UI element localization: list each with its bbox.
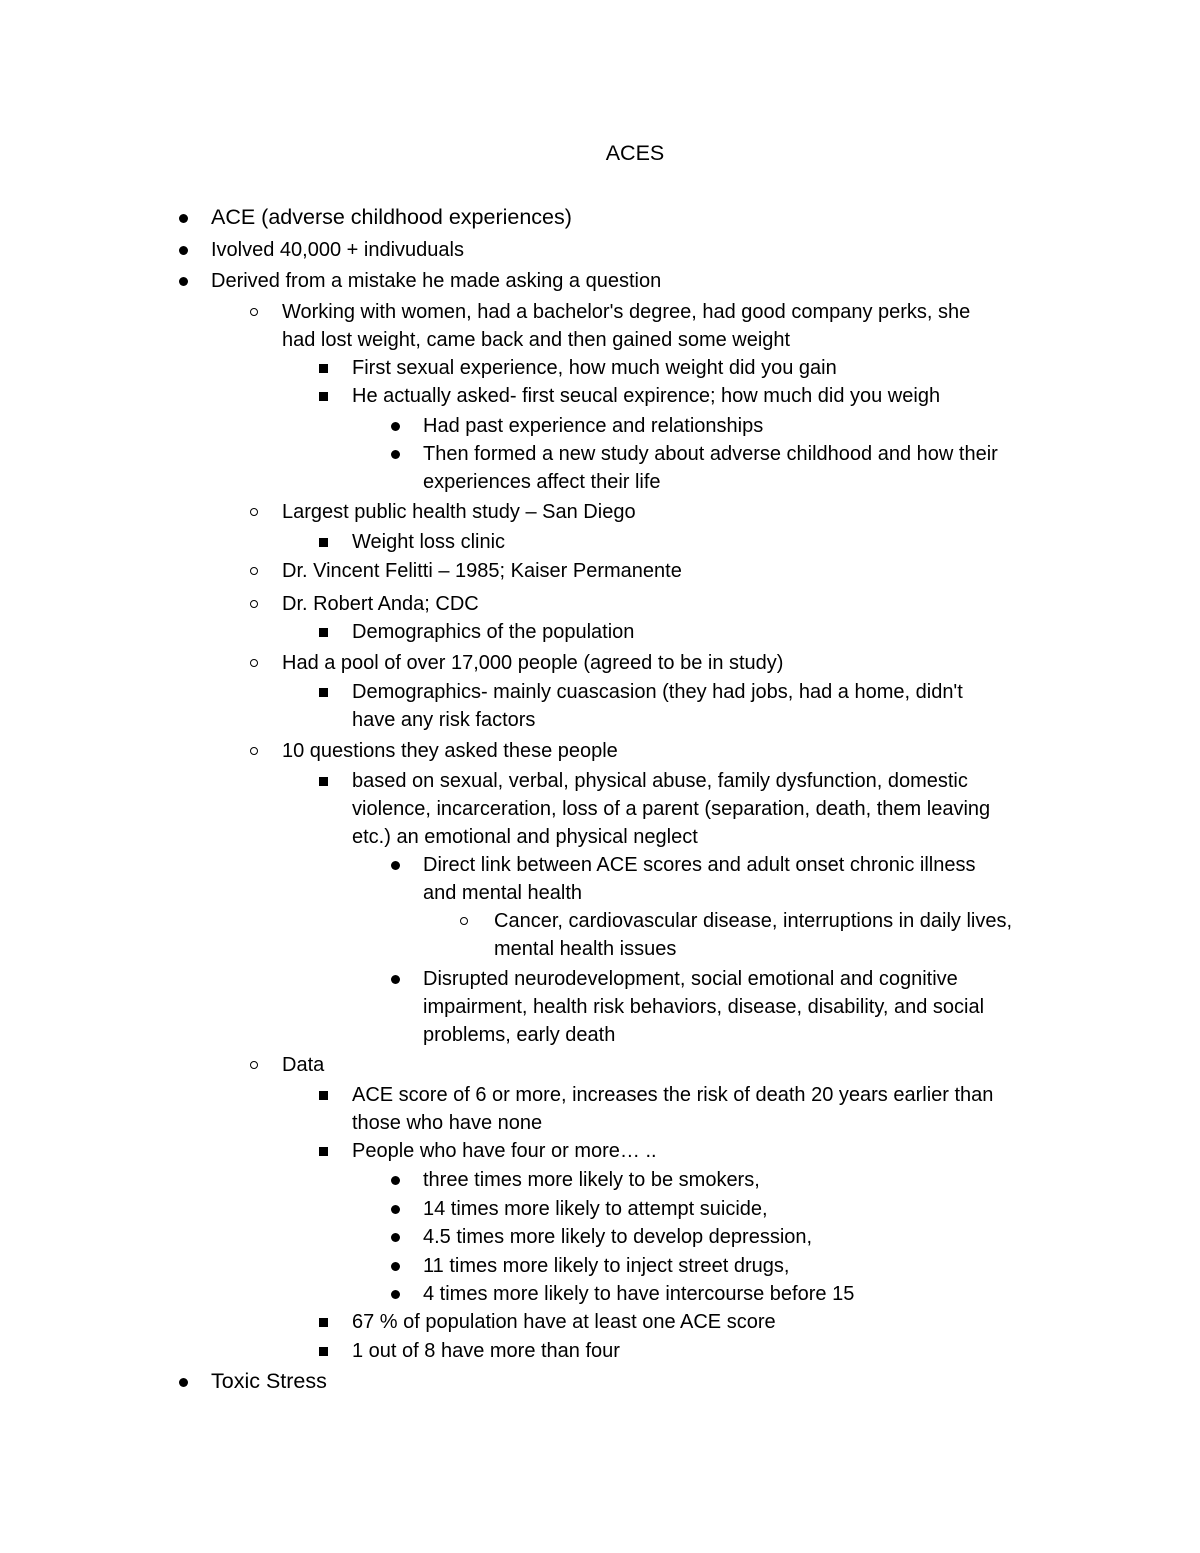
list-item: 10 questions they asked these people <box>282 737 618 765</box>
list-item: Disrupted neurodevelopment, social emotional and cognitive <box>423 965 958 993</box>
bullet-circle-icon <box>250 747 258 755</box>
bullet-disc-icon <box>391 1205 400 1214</box>
list-item: 4 times more likely to have intercourse before 15 <box>423 1280 854 1308</box>
list-item: 67 % of population have at least one ACE score <box>352 1308 776 1336</box>
bullet-disc-icon <box>179 1378 188 1387</box>
list-item: He actually asked- first seucal expirence; how much did you weigh <box>352 382 940 410</box>
list-item: 11 times more likely to inject street drugs, <box>423 1252 789 1280</box>
list-item: Derived from a mistake he made asking a question <box>211 267 661 295</box>
list-item: Had a pool of over 17,000 people (agreed to be in study) <box>282 649 783 677</box>
list-item-continuation: experiences affect their life <box>423 471 661 493</box>
list-item: Demographics- mainly cuascasion (they had jobs, had a home, didn't <box>352 678 963 706</box>
list-item: Had past experience and relationships <box>423 412 763 440</box>
bullet-disc-icon <box>179 214 188 223</box>
bullet-disc-icon <box>391 1176 400 1185</box>
list-item: Ivolved 40,000 + indivuduals <box>211 236 464 264</box>
bullet-disc-icon <box>391 975 400 984</box>
bullet-square-icon <box>319 688 328 697</box>
bullet-square-icon <box>319 1318 328 1327</box>
list-item: Toxic Stress <box>211 1367 327 1395</box>
list-item: three times more likely to be smokers, <box>423 1166 760 1194</box>
list-item: 1 out of 8 have more than four <box>352 1337 620 1365</box>
list-item: based on sexual, verbal, physical abuse, family dysfunction, domestic <box>352 767 968 795</box>
bullet-square-icon <box>319 1091 328 1100</box>
list-item-continuation: violence, incarceration, loss of a parent (separation, death, them leaving <box>352 798 991 820</box>
list-item: First sexual experience, how much weight did you gain <box>352 354 837 382</box>
bullet-disc-icon <box>179 246 188 255</box>
list-item-continuation: problems, early death <box>423 1024 616 1046</box>
bullet-square-icon <box>319 628 328 637</box>
list-item: ACE score of 6 or more, increases the risk of death 20 years earlier than <box>352 1081 993 1109</box>
list-item: 4.5 times more likely to develop depression, <box>423 1223 812 1251</box>
list-item-continuation: mental health issues <box>494 938 677 960</box>
list-item: People who have four or more… .. <box>352 1137 657 1165</box>
list-item: Demographics of the population <box>352 618 634 646</box>
list-item: Largest public health study – San Diego <box>282 498 636 526</box>
bullet-disc-icon <box>391 450 400 459</box>
bullet-square-icon <box>319 777 328 786</box>
bullet-square-icon <box>319 1347 328 1356</box>
list-item: Weight loss clinic <box>352 528 505 556</box>
list-item: Data <box>282 1051 324 1079</box>
bullet-disc-icon <box>179 277 188 286</box>
bullet-circle-icon <box>250 1061 258 1069</box>
list-item-continuation: have any risk factors <box>352 709 536 731</box>
bullet-square-icon <box>319 538 328 547</box>
bullet-square-icon <box>319 1147 328 1156</box>
bullet-disc-icon <box>391 1262 400 1271</box>
list-item: Then formed a new study about adverse childhood and how their <box>423 440 998 468</box>
bullet-circle-icon <box>250 567 258 575</box>
list-item: Working with women, had a bachelor's degree, had good company perks, she <box>282 298 970 326</box>
list-item-continuation: those who have none <box>352 1112 543 1134</box>
bullet-disc-icon <box>391 1290 400 1299</box>
bullet-disc-icon <box>391 422 400 431</box>
bullet-circle-icon <box>250 508 258 516</box>
bullet-square-icon <box>319 392 328 401</box>
list-item: ACE (adverse childhood experiences) <box>211 203 572 231</box>
list-item: Cancer, cardiovascular disease, interruptions in daily lives, <box>494 907 1012 935</box>
list-item: Direct link between ACE scores and adult onset chronic illness <box>423 851 976 879</box>
document-title: ACES <box>605 141 665 165</box>
bullet-circle-icon <box>250 308 258 316</box>
bullet-square-icon <box>319 364 328 373</box>
bullet-circle-icon <box>250 659 258 667</box>
bullet-circle-icon <box>460 917 468 925</box>
list-item: Dr. Robert Anda; CDC <box>282 590 479 618</box>
list-item: 14 times more likely to attempt suicide, <box>423 1195 768 1223</box>
list-item-continuation: impairment, health risk behaviors, disease, disability, and social <box>423 996 985 1018</box>
bullet-disc-icon <box>391 861 400 870</box>
list-item: Dr. Vincent Felitti – 1985; Kaiser Permanente <box>282 557 682 585</box>
list-item-continuation: had lost weight, came back and then gained some weight <box>282 329 791 351</box>
bullet-disc-icon <box>391 1233 400 1242</box>
bullet-circle-icon <box>250 600 258 608</box>
list-item-continuation: and mental health <box>423 882 583 904</box>
list-item-continuation: etc.) an emotional and physical neglect <box>352 826 698 848</box>
